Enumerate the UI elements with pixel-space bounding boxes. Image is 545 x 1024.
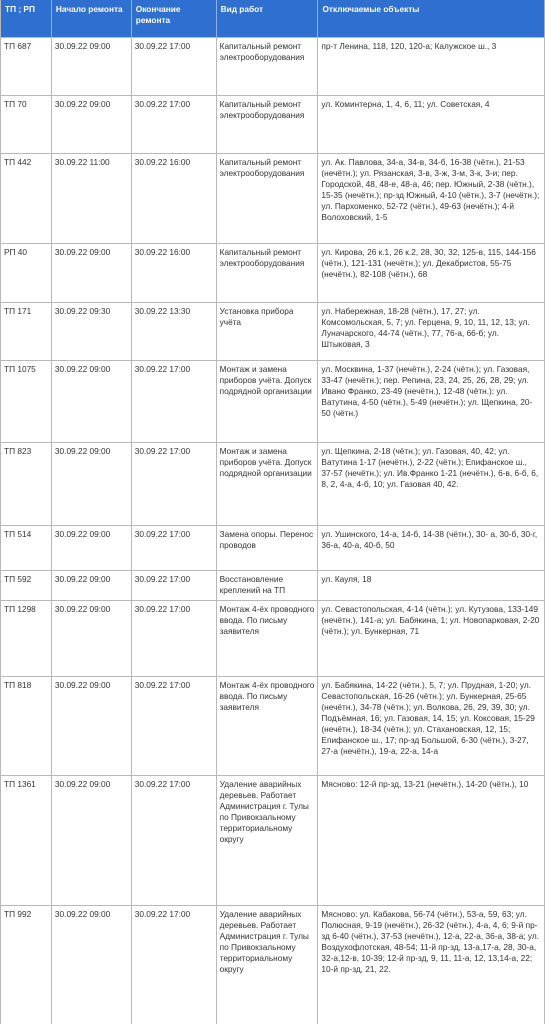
- table-row: [1, 601, 545, 677]
- cell-objects: ул. Кауля, 18: [318, 571, 545, 600]
- cell-tp: ТП 514: [1, 526, 52, 570]
- cell-tp: ТП 592: [1, 571, 52, 600]
- table-row: [1, 154, 545, 244]
- header-start: Начало ремонта: [52, 0, 132, 37]
- cell-work: Монтаж 4-ёх проводного ввода. По письму заявителя: [217, 677, 319, 775]
- cell-objects: Мясново: 12-й пр-зд, 13-21 (нечётн.), 14-20 (чётн.), 10: [318, 776, 545, 905]
- cell-end: 30.09.22 17:00: [132, 526, 217, 570]
- cell-work: Капитальный ремонт электрооборудования: [217, 96, 319, 153]
- header-work: Вид работ: [217, 0, 319, 37]
- cell-end: 30.09.22 17:00: [132, 96, 217, 153]
- cell-work: Восстановление креплений на ТП: [217, 571, 319, 600]
- cell-tp: ТП 1075: [1, 361, 52, 442]
- cell-tp: ТП 823: [1, 443, 52, 525]
- cell-objects: ул. Набережная, 18-28 (чётн.), 17, 27; ул. Комсомольская, 5, 7; ул. Герцена, 9, 10, 11, 12, 13; ул. Луначарского, 44-74 (чётн.), 77, 76-а, 66-б; ул. Штыковая, 3: [318, 303, 545, 360]
- cell-end: 30.09.22 17:00: [132, 361, 217, 442]
- cell-start: 30.09.22 09:00: [52, 244, 132, 302]
- cell-objects: пр-т Ленина, 118, 120, 120-а; Калужское ш., 3: [318, 38, 545, 95]
- cell-work: Монтаж 4-ёх проводного ввода. По письму заявителя: [217, 601, 319, 676]
- cell-tp: ТП 1298: [1, 601, 52, 676]
- cell-work: Замена опоры. Перенос проводов: [217, 526, 319, 570]
- table-header: [1, 0, 545, 38]
- cell-start: 30.09.22 09:00: [52, 443, 132, 525]
- cell-work: Удаление аварийных деревьев. Работает Администрация г. Тулы по Привокзальному территориальному округу: [217, 906, 319, 1024]
- cell-end: 30.09.22 17:00: [132, 38, 217, 95]
- cell-start: 30.09.22 09:00: [52, 601, 132, 676]
- cell-objects: ул. Москвина, 1-37 (нечётн.), 2-24 (чётн.); ул. Газовая, 33-47 (нечётн.); пер. Репина, 23, 24, 25, 26, 28, 29; ул. Ивано Франко, 23-49 (нечётн.), 12-48 (чётн.); ул. Ватутина, 4-50 (чётн.), 5-49 (нечётн.); ул. Щепкина, 20-50 (чётн.): [318, 361, 545, 442]
- cell-work: Капитальный ремонт электрооборудования: [217, 38, 319, 95]
- table-row: [1, 776, 545, 906]
- table-row: [1, 906, 545, 1024]
- cell-start: 30.09.22 09:00: [52, 361, 132, 442]
- cell-tp: ТП 818: [1, 677, 52, 775]
- cell-tp: ТП 70: [1, 96, 52, 153]
- table-row: [1, 38, 545, 96]
- cell-end: 30.09.22 16:00: [132, 154, 217, 243]
- cell-start: 30.09.22 09:30: [52, 303, 132, 360]
- table-row: [1, 443, 545, 526]
- cell-tp: ТП 171: [1, 303, 52, 360]
- header-tp: ТП ; РП: [1, 0, 52, 37]
- table-row: [1, 571, 545, 601]
- table-row: [1, 303, 545, 361]
- cell-objects: Мясново: ул. Кабакова, 56-74 (чётн.), 53-а, 59, 63; ул. Полюсная, 9-19 (нечётн.), 26-32 (чётн.), 4-а, 4, 6; 9-й пр-зд 6-40 (чётн.), 37-53 (нечётн.), 12-а, 22-а, 36-а, 38-а; ул. Воздухофлотская, 48-54; 11-й пр-зд, 13-а,17-а, 28, 30-а, 32-а,12-в, 10-39; 12-й пр-зд, 9, 11, 11-а, 12, 13,14-а, 22; 10-й пр-зд, 21, 22.: [318, 906, 545, 1024]
- cell-objects: ул. Коминтерна, 1, 4, 6, 11; ул. Советская, 4: [318, 96, 545, 153]
- cell-work: Капитальный ремонт электрооборудования: [217, 154, 319, 243]
- cell-start: 30.09.22 09:00: [52, 906, 132, 1024]
- cell-objects: ул. Ушинского, 14-а, 14-б, 14-38 (чётн.), 30- а, 30-б, 30-г, 36-а, 40-а, 40-б, 50: [318, 526, 545, 570]
- cell-work: Удаление аварийных деревьев. Работает Администрация г. Тулы по Привокзальному территориальному округу: [217, 776, 319, 905]
- cell-objects: ул. Кирова, 26 к.1, 26 к.2, 28, 30, 32, 125-в, 115, 144-156 (чётн.), 121-131 (нечётн.); ул. Декабристов, 55-75 (нечётн.), 82-108 (чётн.), 68: [318, 244, 545, 302]
- cell-tp: РП 40: [1, 244, 52, 302]
- cell-start: 30.09.22 09:00: [52, 96, 132, 153]
- cell-tp: ТП 687: [1, 38, 52, 95]
- cell-start: 30.09.22 09:00: [52, 526, 132, 570]
- cell-work: Монтаж и замена приборов учёта. Допуск подрядной организации: [217, 361, 319, 442]
- table-row: [1, 526, 545, 571]
- cell-tp: ТП 992: [1, 906, 52, 1024]
- cell-work: Капитальный ремонт электрооборудования: [217, 244, 319, 302]
- cell-start: 30.09.22 09:00: [52, 776, 132, 905]
- cell-end: 30.09.22 17:00: [132, 677, 217, 775]
- cell-objects: ул. Бабякина, 14-22 (чётн.), 5, 7; ул. Прудная, 1-20; ул. Севастопольская, 16-26 (чётн.); ул. Бункерная, 25-65 (нечётн.), 34-78 (чётн.); ул. Волкова, 26, 29, 39, 30; ул. Подъёмная, 16; ул. Газовая, 14, 15; ул. Коксовая, 15-29 (нечётн.), 18-34 (чётн.); ул. Стахановская, 12, 15; Епифанское ш., 17; пр-зд Большой, 6-30 (чётн.), 3-27, 27-а (нечётн.), 19-а, 22-а, 14-а: [318, 677, 545, 775]
- table-row: [1, 361, 545, 443]
- header-end: Окончание ремонта: [132, 0, 217, 37]
- cell-end: 30.09.22 17:00: [132, 906, 217, 1024]
- cell-end: 30.09.22 17:00: [132, 571, 217, 600]
- header-objects: Отключаемые объекты: [318, 0, 545, 37]
- cell-objects: ул. Севастопольская, 4-14 (чётн.); ул. Кутузова, 133-149 (нечётн.), 141-а; ул. Бабякина, 1; ул. Новопарковая, 2-20 (чётн.); ул. Бункерная, 71: [318, 601, 545, 676]
- cell-work: Установка прибора учёта: [217, 303, 319, 360]
- cell-start: 30.09.22 09:00: [52, 571, 132, 600]
- cell-tp: ТП 1361: [1, 776, 52, 905]
- cell-work: Монтаж и замена приборов учёта. Допуск подрядной организации: [217, 443, 319, 525]
- cell-end: 30.09.22 17:00: [132, 601, 217, 676]
- cell-objects: ул. Ак. Павлова, 34-а, 34-в, 34-б, 16-38 (чётн.), 21-53 (нечётн.); ул. Рязанская, 3-в, 3-ж, 3-м, 3-к, 3-и; пер. Городской, 48, 48-е, 48-а, 46; пер. Южный, 2-38 (чётн.), 15-35 (нечётн.); пр-зд Южный, 4-10 (чётн.), 3-7 (нечётн.); ул. Пархоменко, 52-72 (чётн.), 49-63 (нечётн.); 4-й Волоховский, 1-5: [318, 154, 545, 243]
- cell-end: 30.09.22 13:30: [132, 303, 217, 360]
- cell-start: 30.09.22 09:00: [52, 677, 132, 775]
- cell-end: 30.09.22 16:00: [132, 244, 217, 302]
- cell-start: 30.09.22 09:00: [52, 38, 132, 95]
- table-row: [1, 96, 545, 154]
- table-row: [1, 244, 545, 303]
- cell-start: 30.09.22 11:00: [52, 154, 132, 243]
- table-row: [1, 677, 545, 776]
- cell-end: 30.09.22 17:00: [132, 776, 217, 905]
- cell-objects: ул. Щепкина, 2-18 (чётн.); ул. Газовая, 40, 42; ул. Ватутина 1-17 (нечётн.), 2-22 (чётн.); Епифанское ш., 37-57 (нечётн.); ул. Ив.Франко 1-21 (нечётн.), 6-в, 6-б, 6, 8, 2, 4-а, 4-б, 10; ул. Газовая 40, 42.: [318, 443, 545, 525]
- cell-tp: ТП 442: [1, 154, 52, 243]
- cell-end: 30.09.22 17:00: [132, 443, 217, 525]
